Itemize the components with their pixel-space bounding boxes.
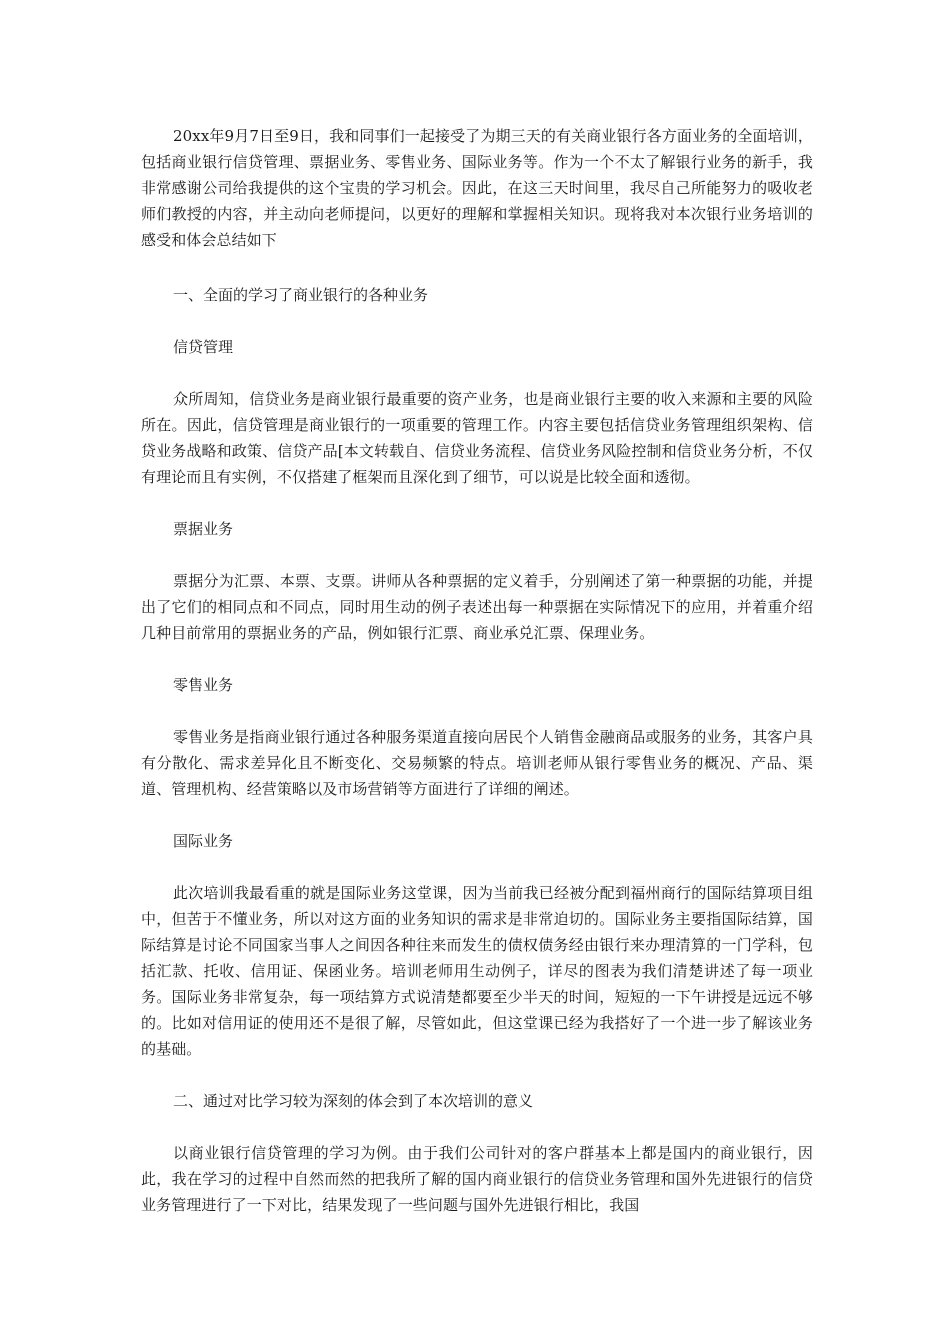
subheading-credit: 信贷管理: [173, 338, 234, 356]
intro-paragraph: 20xx年9月7日至9日，我和同事们一起接受了为期三天的有关商业银行各方面业务的全面培训，包括商业银行信贷管理、票据业务、零售业务、国际业务等。作为一个不太了解银行业务的新手，我非常感谢公司给我提供的这个宝贵的学习机会。因此，在这三天时间里，我尽自己所能努力的吸收老师们教授的内容，并主动向老师提问，以更好的理解和掌握相关知识。现将我对本次银行业务培训的感受和体会总结如下: [141, 127, 813, 249]
subheading-bill: 票据业务: [173, 520, 234, 538]
section-heading-2: 二、通过对比学习较为深刻的体会到了本次培训的意义: [173, 1092, 534, 1110]
international-paragraph: 此次培训我最看重的就是国际业务这堂课，因为当前我已经被分配到福州商行的国际结算项目组中，但苦于不懂业务，所以对这方面的业务知识的需求是非常迫切的。国际业务主要指国际结算，国际结算是讨论不同国家当事人之间因各种往来而发生的债权债务经由银行来办理清算的一门学科，包括汇款、托收、信用证、保函业务。培训老师用生动例子，详尽的图表为我们清楚讲述了每一项业务。国际业务非常复杂，每一项结算方式说清楚都要至少半天的时间，短短的一下午讲授是远远不够的。比如对信用证的使用还不是很了解，尽管如此，但这堂课已经为我搭好了一个进一步了解该业务的基础。: [141, 884, 813, 1058]
retail-paragraph: 零售业务是指商业银行通过各种服务渠道直接向居民个人销售金融商品或服务的业务，其客户具有分散化、需求差异化且不断变化、交易频繁的特点。培训老师从银行零售业务的概况、产品、渠道、管理机构、经营策略以及市场营销等方面进行了详细的阐述。: [141, 728, 813, 798]
subheading-international: 国际业务: [173, 832, 234, 850]
subheading-retail: 零售业务: [173, 676, 234, 694]
credit-paragraph: 众所周知，信贷业务是商业银行最重要的资产业务，也是商业银行主要的收入来源和主要的风险所在。因此，信贷管理是商业银行的一项重要的管理工作。内容主要包括信贷业务管理组织架构、信贷业务战略和政策、信贷产品[本文转载自、信贷业务流程、信贷业务风险控制和信贷业务分析，不仅有理论而且有实例，不仅搭建了框架而且深化到了细节，可以说是比较全面和透彻。: [141, 390, 813, 486]
section-heading-1: 一、全面的学习了商业银行的各种业务: [173, 286, 429, 304]
bill-paragraph: 票据分为汇票、本票、支票。讲师从各种票据的定义着手，分别阐述了第一种票据的功能，并提出了它们的相同点和不同点，同时用生动的例子表述出每一种票据在实际情况下的应用，并着重介绍几种目前常用的票据业务的产品，例如银行汇票、商业承兑汇票、保理业务。: [141, 572, 813, 642]
comparison-paragraph: 以商业银行信贷管理的学习为例。由于我们公司针对的客户群基本上都是国内的商业银行，因此，我在学习的过程中自然而然的把我所了解的国内商业银行的信贷业务管理和国外先进银行的信贷业务管理进行了一下对比，结果发现了一些问题与国外先进银行相比，我国: [141, 1144, 813, 1214]
document-body: [141, 123, 813, 1218]
